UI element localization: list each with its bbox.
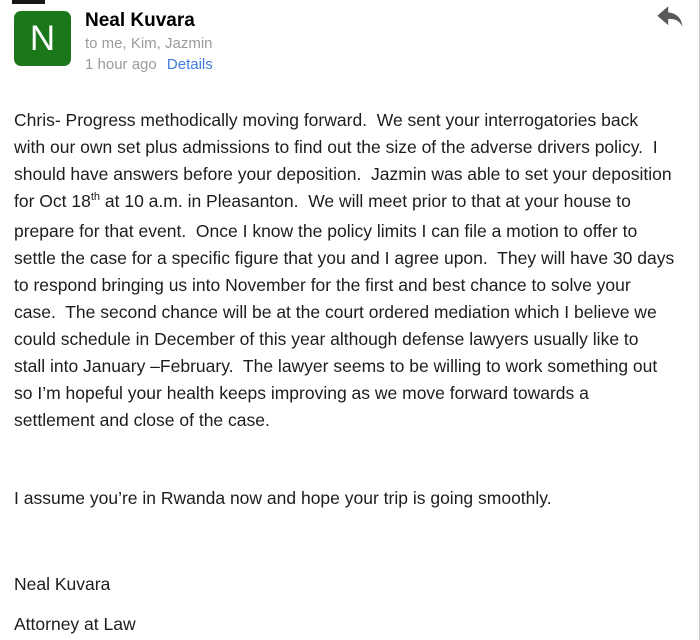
date-line-post: at 10 a.m. in Pleasanton. We will meet prior to that at your house to — [100, 191, 631, 211]
body-line: settle the case for a specific figure that you and I agree upon. They will have 30 days — [14, 248, 675, 268]
body-line: could schedule in December of this year although defense lawyers usually like to — [14, 329, 639, 349]
timestamp: 1 hour ago — [85, 56, 157, 73]
body-line: to respond bringing us into November for the first and best chance to solve your — [14, 275, 631, 295]
ordinal-superscript: th — [90, 191, 101, 203]
email-header — [0, 0, 699, 82]
paragraph-2: I assume you’re in Rwanda now and hope your trip is going smoothly. — [14, 488, 552, 508]
body-line: prepare for that event. Once I know the policy limits I can file a motion to offer to — [14, 221, 638, 241]
avatar-initial: N — [29, 19, 56, 58]
body-line: with our own set plus admissions to find out the size of the adverse drivers policy. I — [14, 137, 658, 157]
body-line: stall into January –February. The lawyer seems to be willing to work something out — [14, 356, 658, 376]
header-text-group — [85, 9, 213, 75]
body-line-with-superscript — [14, 188, 685, 218]
cropped-subject-fragment — [12, 0, 45, 4]
paragraph-1 — [14, 107, 685, 434]
body-line: should have answers before your deposition. Jazmin was able to set your deposition — [14, 164, 672, 184]
body-line: case. The second chance will be at the court ordered mediation which I believe we — [14, 302, 657, 322]
meta-line — [85, 55, 213, 75]
sender-name: Neal Kuvara — [85, 10, 195, 31]
email-body — [0, 82, 699, 638]
recipients-line: to me, Kim, Jazmin — [85, 35, 213, 52]
body-line: so I’m hopeful your health keeps improving as we move forward towards a — [14, 383, 589, 403]
date-line-pre: for Oct 18 — [14, 191, 91, 211]
body-line: settlement and close of the case. — [14, 410, 270, 430]
body-line: Chris- Progress methodically moving forward. We sent your interrogatories back — [14, 110, 639, 130]
sender-avatar — [14, 11, 71, 66]
reply-arrow-icon — [654, 3, 685, 35]
details-link[interactable]: Details — [166, 56, 213, 73]
signature-title: Attorney at Law — [14, 614, 136, 634]
reply-button[interactable] — [652, 3, 686, 33]
signature-name: Neal Kuvara — [14, 574, 111, 594]
